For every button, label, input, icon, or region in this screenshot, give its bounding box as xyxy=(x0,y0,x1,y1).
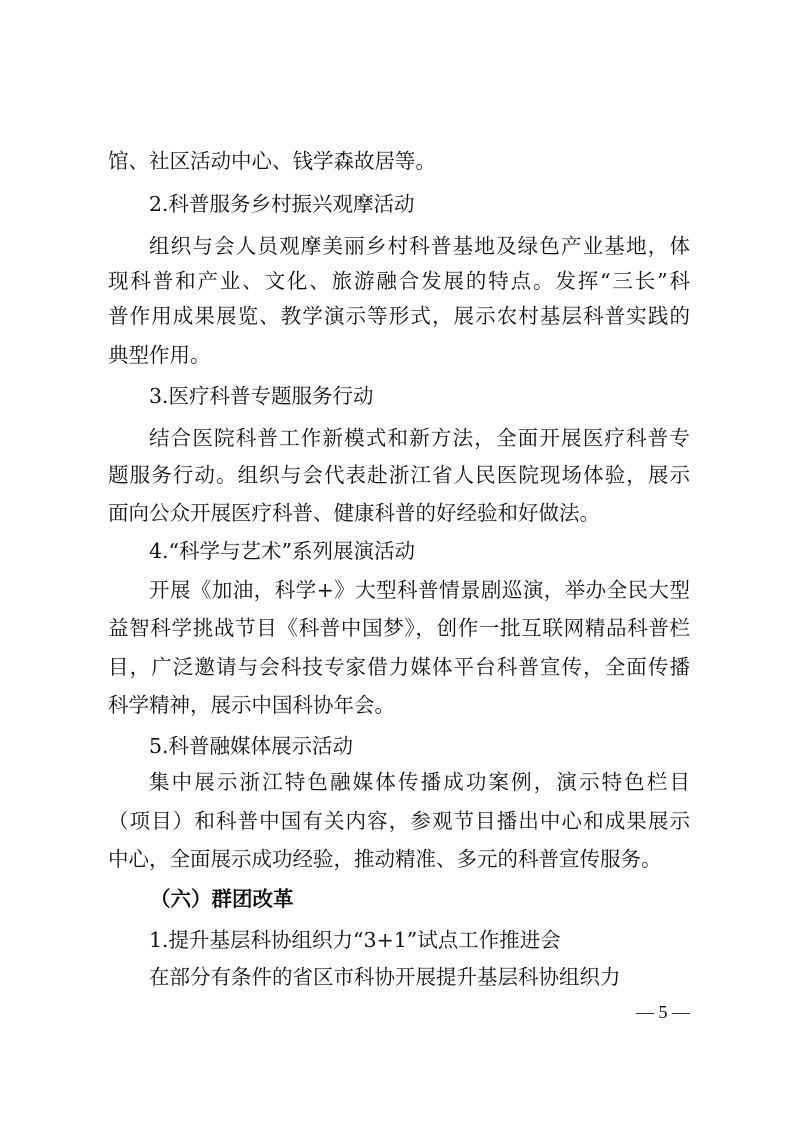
body-text-line: 中心，全面展示成功经验，推动精准、多元的科普宣传服务。 xyxy=(108,847,662,871)
body-text-line: 目，广泛邀请与会科技专家借力媒体平台科普宣传，全面传播 xyxy=(108,655,690,679)
section-heading: 2.科普服务乡村振兴观摩活动 xyxy=(149,192,415,216)
body-text-line: 面向公众开展医疗科普、健康科普的好经验和好做法。 xyxy=(108,501,600,525)
page-number: — 5 — xyxy=(636,1002,690,1022)
section-heading: 5.科普融媒体展示活动 xyxy=(149,734,354,758)
section-heading: 3.医疗科普专题服务行动 xyxy=(149,384,374,408)
body-text-line: 现科普和产业、文化、旅游融合发展的特点。发挥“三长”科 xyxy=(108,269,690,293)
body-text-line: 科学精神，展示中国科协年会。 xyxy=(108,693,395,717)
section-heading: 1.提升基层科协组织力“3+1”试点工作推进会 xyxy=(149,928,561,952)
body-text-line: 馆、社区活动中心、钱学森故居等。 xyxy=(108,149,436,173)
body-text-line: 开展《加油，科学+》大型科普情景剧巡演，举办全民大型 xyxy=(149,578,690,602)
body-text-line: 在部分有条件的省区市科协开展提升基层科协组织力 xyxy=(149,965,621,989)
body-text-line: 组织与会人员观摩美丽乡村科普基地及绿色产业基地，体 xyxy=(149,234,690,258)
subsection-heading: （六）群团改革 xyxy=(150,887,294,911)
body-text-line: 益智科学挑战节目《科普中国梦》，创作一批互联网精品科普栏 xyxy=(108,616,690,640)
body-text-line: 普作用成果展览、教学演示等形式，展示农村基层科普实践的 xyxy=(108,304,690,328)
body-text-line: 题服务行动。组织与会代表赴浙江省人民医院现场体验，展示 xyxy=(108,463,690,487)
body-text-line: （项目）和科普中国有关内容，参观节目播出中心和成果展示 xyxy=(108,809,690,833)
body-text-line: 集中展示浙江特色融媒体传播成功案例，演示特色栏目 xyxy=(149,770,690,794)
section-heading: 4.“科学与艺术”系列展演活动 xyxy=(149,539,416,563)
body-text-line: 典型作用。 xyxy=(108,343,211,367)
body-text-line: 结合医院科普工作新模式和新方法，全面开展医疗科普专 xyxy=(149,426,690,450)
